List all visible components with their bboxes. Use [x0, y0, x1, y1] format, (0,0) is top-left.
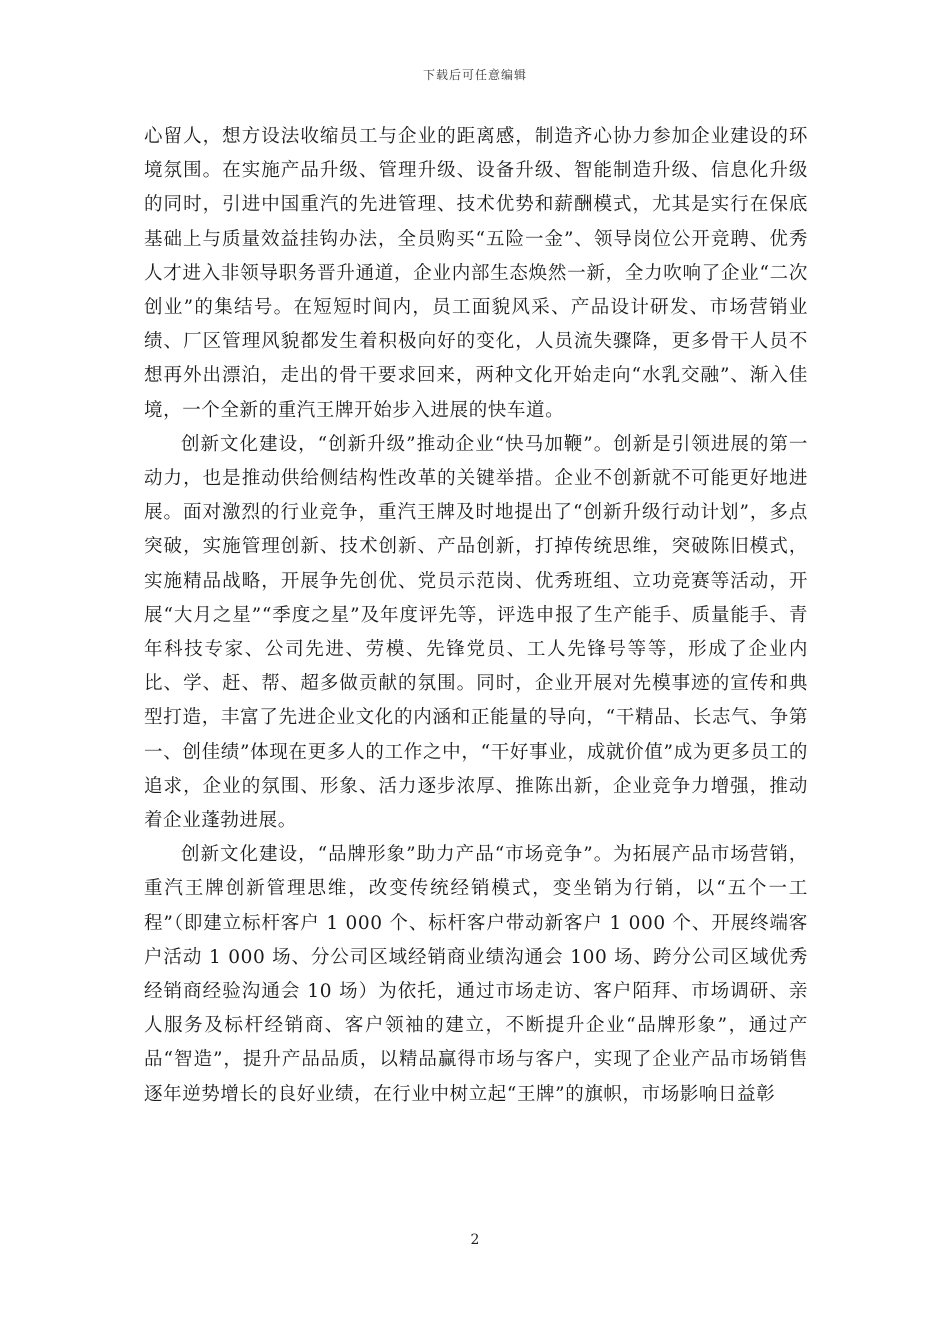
paragraph-3: 创新文化建设，“品牌形象”助力产品“市场竞争”。为拓展产品市场营销，重汽王牌创新管理思维，改变传统经销模式，变坐销为行销，以“五个一工程”（即建立标杆客户 1 000 个、标杆客户带动新客户 1 000 个、开展终端客户活动 1 000 场、分公司区域经销商业绩沟通会 100 场、跨分公司区域优秀经销商经验沟通会 10 场）为依托，通过市场走访、客户陌拜、市场调研、亲人服务及标杆经销商、客户领袖的建立，不断提升企业“品牌形象”，通过产品“智造”，提升产品品质，以精品赢得市场与客户，实现了企业产品市场销售逐年逆势增长的良好业绩，在行业中树立起“王牌”的旗帜，市场影响日益彰 — [144, 844, 808, 1105]
document-body — [144, 120, 808, 1112]
page-number: 2 — [470, 1232, 480, 1248]
page-header: 下载后可任意编辑 — [422, 68, 527, 82]
paragraph-1: 心留人，想方设法收缩员工与企业的距离感，制造齐心协力参加企业建设的环境氛围。在实施产品升级、管理升级、设备升级、智能制造升级、信息化升级的同时，引进中国重汽的先进管理、技术优势和薪酬模式，尤其是实行在保底基础上与质量效益挂钩办法，全员购买“五险一金”、领导岗位公开竞聘、优秀人才进入非领导职务晋升通道，企业内部生态焕然一新，全力吹响了企业“二次创业”的集结号。在短短时间内，员工面貌风采、产品设计研发、市场营销业绩、厂区管理风貌都发生着积极向好的变化，人员流失骤降，更多骨干人员不想再外出漂泊，走出的骨干要求回来，两种文化开始走向“水乳交融”、渐入佳境，一个全新的重汽王牌开始步入进展的快车道。 — [144, 126, 808, 421]
paragraph-2: 创新文化建设，“创新升级”推动企业“快马加鞭”。创新是引领进展的第一动力，也是推动供给侧结构性改革的关键举措。企业不创新就不可能更好地进展。面对激烈的行业竞争，重汽王牌及时地提出了“创新升级行动计划”，多点突破，实施管理创新、技术创新、产品创新，打掉传统思维，突破陈旧模式，实施精品战略，开展争先创优、党员示范岗、优秀班组、立功竞赛等活动，开展“大月之星”“季度之星”及年度评先等，评选申报了生产能手、质量能手、青年科技专家、公司先进、劳模、先锋党员、工人先锋号等等，形成了企业内比、学、赶、帮、超多做贡献的氛围。同时，企业开展对先模事迹的宣传和典型打造，丰富了先进企业文化的内涵和正能量的导向，“干精品、长志气、争第一、创佳绩”体现在更多人的工作之中，“干好事业，成就价值”成为更多员工的追求，企业的氛围、形象、活力逐步浓厚、推陈出新，企业竞争力增强，推动着企业蓬勃进展。 — [144, 433, 808, 832]
